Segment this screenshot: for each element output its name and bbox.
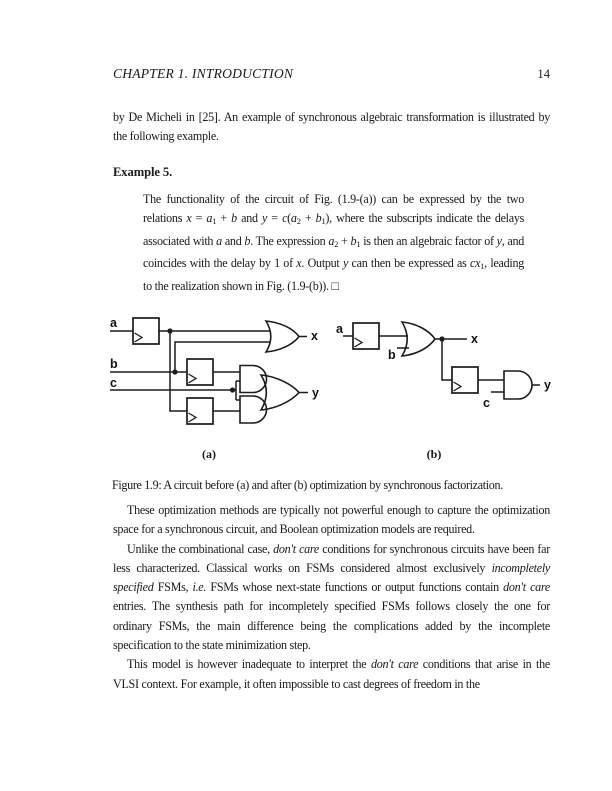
circuit-b-wires: [343, 336, 540, 392]
junction-dot: [167, 328, 172, 333]
circuit-b: [336, 322, 551, 410]
figure-caption: Figure 1.9: A circuit before (a) and after (b) optimization by synchronous factorization.: [112, 478, 503, 492]
page-number: 14: [537, 67, 550, 81]
example-heading: Example 5.: [113, 165, 173, 179]
paragraph-model-inadequate: This model is however inadequate to interpret the don't care conditions that arise in the VLSI context. For example, it often impossible to cast degrees of freedom in the: [113, 657, 550, 691]
clock-wedge-icons: [355, 338, 462, 391]
running-header: [113, 66, 550, 82]
signal-label-b: b: [110, 357, 118, 371]
chapter-title: CHAPTER 1. INTRODUCTION: [113, 66, 294, 81]
signal-label-c: c: [483, 396, 490, 410]
or-gate-x-icon: [266, 321, 299, 352]
signal-label-a: a: [110, 316, 117, 330]
paragraph-intro: by De Micheli in [25]. An example of synchronous algebraic transformation is illustrated by the following example.: [113, 110, 550, 144]
paragraph-optimization: These optimization methods are typically not powerful enough to capture the optimization space for a synchronous circuit, and Boolean optimization models are required.: [113, 503, 550, 537]
circuit-a-wires: [110, 331, 308, 411]
signal-label-x: x: [471, 332, 478, 346]
body-paragraphs: [113, 501, 550, 694]
junction-dot: [439, 336, 444, 341]
signal-label-x: x: [311, 329, 318, 343]
or-gate-icon: [402, 322, 435, 356]
junction-dot: [172, 369, 177, 374]
signal-label-b: b: [388, 348, 396, 362]
signal-label-y: y: [312, 386, 319, 400]
junction-dot: [230, 387, 235, 392]
paragraph-dont-care: Unlike the combinational case, don't care conditions for synchronous circuits have been far less characterized. Classical works on FSMs considered almost exclusively incompletely specified FSMs, i.e. FSMs whose next-state functions or output functions contain don't care entries. The synthesis path for incompletely specified FSMs follows closely the one for ordinary FSMs, the main difference being the complications added by the incomplete specification to the state minimization step.: [113, 541, 550, 653]
circuit-a: [110, 316, 319, 424]
figure-sublabel-a: (a): [202, 447, 216, 461]
figure-1-9-diagram: [0, 300, 612, 450]
signal-label-c: c: [110, 376, 117, 390]
and-gate-icon: [504, 371, 532, 399]
example-paragraph: The functionality of the circuit of Fig. (1.9-(a)) can be expressed by the two relations x = a1 + b and y = c(a2 + b1), where the subscripts indicate the delays associated with a and b. The expression a2 + b1 is then an algebraic factor of y, and coincides with the delay by 1 of x. Output y can then be expressed as cx1, leading to the realization shown in Fig. (1.9-(b)). □: [143, 192, 525, 293]
signal-label-a: a: [336, 322, 343, 336]
signal-label-y: y: [544, 378, 551, 392]
figure-sublabel-b: (b): [426, 447, 442, 461]
